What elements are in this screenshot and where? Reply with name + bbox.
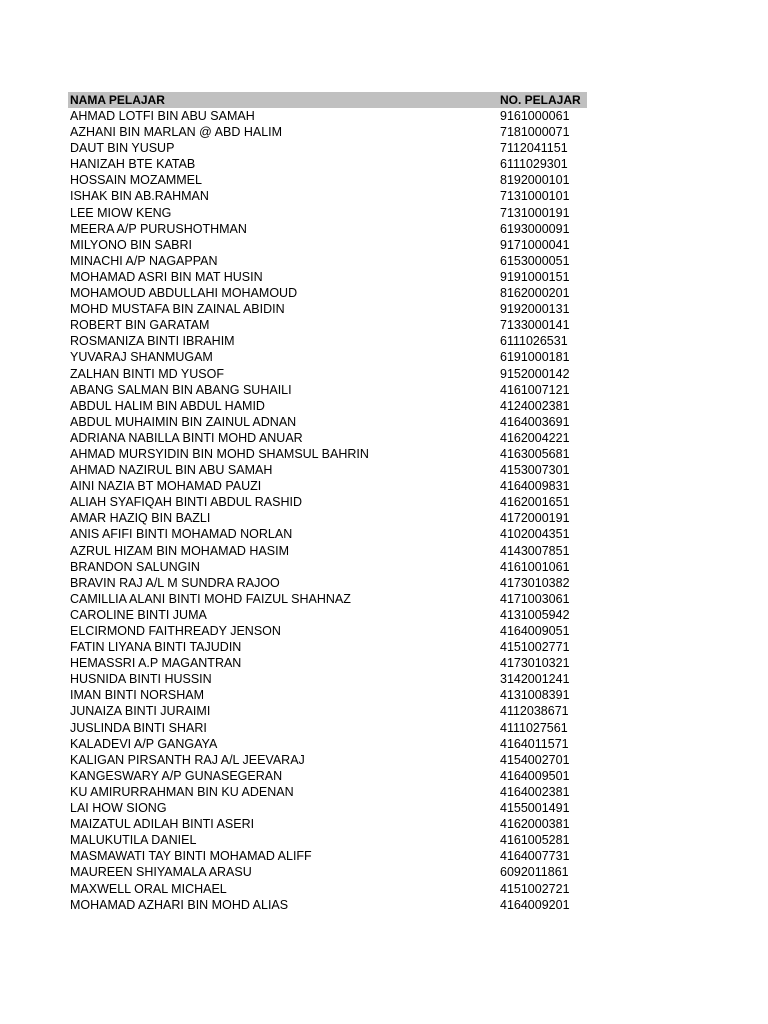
student-number-cell: 6111026531	[500, 334, 568, 349]
student-name-cell: ANIS AFIFI BINTI MOHAMAD NORLAN	[70, 527, 293, 542]
table-row	[68, 478, 587, 494]
table-row	[68, 205, 587, 221]
student-name-cell: AZHANI BIN MARLAN @ ABD HALIM	[70, 125, 283, 140]
table-row	[68, 108, 587, 124]
student-number-cell: 4131008391	[500, 688, 570, 703]
table-row	[68, 607, 587, 623]
student-name-cell: AHMAD LOTFI BIN ABU SAMAH	[70, 109, 255, 123]
student-number-cell: 4162000381	[500, 817, 570, 832]
student-name-cell: AHMAD MURSYIDIN BIN MOHD SHAMSUL BAHRIN	[70, 446, 369, 461]
student-number-cell: 7181000071	[500, 125, 570, 140]
table-row	[68, 237, 587, 253]
student-name-cell: ELCIRMOND FAITHREADY JENSON	[70, 624, 281, 638]
student-number-cell: 4162004221	[500, 430, 570, 445]
table-row	[68, 897, 587, 913]
student-number-cell: 8192000101	[500, 173, 570, 188]
student-number-cell: 4143007851	[500, 543, 570, 558]
table-row	[68, 559, 587, 575]
student-name-cell: KALADEVI A/P GANGAYA	[70, 736, 218, 751]
table-row	[68, 655, 587, 671]
student-name-cell: ADRIANA NABILLA BINTI MOHD ANUAR	[70, 430, 303, 445]
student-number-cell: 4151002771	[500, 640, 570, 655]
student-number-cell: 4112038671	[500, 704, 569, 719]
table-row	[68, 398, 587, 414]
student-number-cell: 4164007731	[500, 849, 570, 864]
student-name-cell: MAIZATUL ADILAH BINTI ASERI	[70, 817, 255, 832]
student-number-cell: 4102004351	[500, 527, 570, 542]
student-name-cell: FATIN LIYANA BINTI TAJUDIN	[70, 640, 242, 655]
student-number-cell: 4155001491	[500, 801, 570, 816]
student-name-cell: CAMILLIA ALANI BINTI MOHD FAIZUL SHAHNAZ	[70, 591, 351, 606]
table-row	[68, 221, 587, 237]
student-name-cell: BRAVIN RAJ A/L M SUNDRA RAJOO	[70, 575, 280, 590]
table-row	[68, 720, 587, 736]
table-row	[68, 333, 587, 349]
student-number-cell: 6092011861	[500, 865, 569, 880]
student-name-cell: ABANG SALMAN BIN ABANG SUHAILI	[70, 382, 292, 397]
table-row	[68, 382, 587, 398]
student-name-cell: MINACHI A/P NAGAPPAN	[70, 253, 218, 268]
student-number-cell: 4153007301	[500, 463, 570, 478]
student-number-cell: 4173010382	[500, 575, 570, 590]
student-number-cell: 7112041151	[500, 141, 568, 156]
table-row	[68, 639, 587, 655]
student-name-cell: IMAN BINTI NORSHAM	[70, 688, 205, 703]
student-number-cell: 9171000041	[500, 237, 570, 252]
student-number-cell: 4162001651	[500, 495, 570, 510]
student-number-cell: 9152000142	[500, 366, 570, 381]
table-row	[68, 462, 587, 478]
table-row	[68, 349, 587, 365]
table-row	[68, 848, 587, 864]
table-row	[68, 768, 587, 784]
student-number-cell: 4151002721	[500, 881, 570, 896]
student-number-cell: 6191000181	[500, 350, 570, 365]
table-row	[68, 816, 587, 832]
student-name-cell: HEMASSRI A.P MAGANTRAN	[70, 656, 242, 671]
student-number-cell: 4164009051	[500, 624, 570, 638]
table-row	[68, 140, 587, 156]
student-number-cell: 3142001241	[500, 672, 570, 687]
table-row	[68, 446, 587, 462]
table-row	[68, 269, 587, 285]
student-number-cell: 9192000131	[500, 302, 570, 317]
table-row	[68, 301, 587, 317]
table-row	[68, 671, 587, 687]
student-name-cell: JUNAIZA BINTI JURAIMI	[70, 704, 211, 719]
student-number-cell: 4164003691	[500, 414, 570, 429]
student-number-cell: 4161001061	[500, 559, 570, 574]
student-name-cell: KANGESWARY A/P GUNASEGERAN	[70, 768, 283, 783]
table-header-row	[68, 92, 587, 108]
student-name-cell: YUVARAJ SHANMUGAM	[70, 350, 213, 365]
student-table	[68, 92, 587, 913]
table-row	[68, 526, 587, 542]
student-name-cell: LEE MIOW KENG	[70, 205, 172, 220]
student-number-cell: 4131005942	[500, 607, 570, 622]
table-row	[68, 575, 587, 591]
student-name-cell: CAROLINE BINTI JUMA	[70, 607, 207, 622]
student-name-cell: MAUREEN SHIYAMALA ARASU	[70, 865, 252, 880]
student-name-cell: MAXWELL ORAL MICHAEL	[70, 881, 227, 896]
student-number-cell: 7131000191	[500, 205, 570, 220]
student-name-cell: ABDUL HALIM BIN ABDUL HAMID	[70, 398, 265, 413]
student-name-cell: ROBERT BIN GARATAM	[70, 318, 210, 333]
student-name-cell: MEERA A/P PURUSHOTHMAN	[70, 221, 247, 236]
table-row	[68, 800, 587, 816]
student-number-cell: 9191000151	[500, 269, 570, 284]
table-row	[68, 414, 587, 430]
student-number-cell: 4164002381	[500, 784, 570, 799]
student-number-cell: 4161007121	[500, 382, 570, 397]
table-row	[68, 864, 587, 880]
table-row	[68, 703, 587, 719]
student-name-cell: DAUT BIN YUSUP	[70, 141, 175, 156]
table-row	[68, 172, 587, 188]
table-body	[68, 108, 587, 913]
table-row	[68, 752, 587, 768]
student-number-cell: 4171003061	[500, 591, 570, 606]
student-number-cell: 4173010321	[500, 656, 570, 671]
student-name-cell: MALUKUTILA DANIEL	[70, 833, 197, 848]
student-name-cell: MOHAMAD AZHARI BIN MOHD ALIAS	[70, 897, 289, 912]
student-number-cell: 4164009201	[500, 897, 570, 912]
student-name-cell: MOHAMAD ASRI BIN MAT HUSIN	[70, 269, 263, 284]
table-row	[68, 623, 587, 639]
student-name-cell: MOHAMOUD ABDULLAHI MOHAMOUD	[70, 286, 298, 301]
table-row	[68, 430, 587, 446]
student-name-cell: KALIGAN PIRSANTH RAJ A/L JEEVARAJ	[70, 752, 305, 767]
student-name-cell: ALIAH SYAFIQAH BINTI ABDUL RASHID	[70, 495, 303, 510]
table-row	[68, 687, 587, 703]
student-name-cell: ZALHAN BINTI MD YUSOF	[70, 366, 224, 381]
table-row	[68, 832, 587, 848]
student-number-cell: 4164009501	[500, 768, 570, 783]
student-name-cell: HUSNIDA BINTI HUSSIN	[70, 672, 212, 687]
student-name-cell: ROSMANIZA BINTI IBRAHIM	[70, 334, 235, 349]
table-row	[68, 591, 587, 607]
student-number-cell: 4163005681	[500, 446, 570, 461]
table-row	[68, 188, 587, 204]
student-number-cell: 4164009831	[500, 479, 570, 494]
student-number-cell: 6111029301	[500, 157, 568, 172]
table-row	[68, 784, 587, 800]
student-name-cell: LAI HOW SIONG	[70, 801, 167, 816]
student-name-cell: ISHAK BIN AB.RAHMAN	[70, 189, 209, 204]
table-row	[68, 124, 587, 140]
table-row	[68, 366, 587, 382]
table-row	[68, 494, 587, 510]
table-row	[68, 736, 587, 752]
student-name-cell: MOHD MUSTAFA BIN ZAINAL ABIDIN	[70, 302, 285, 317]
student-number-cell: 4124002381	[500, 398, 570, 413]
student-name-cell: JUSLINDA BINTI SHARI	[70, 720, 207, 735]
student-name-cell: HOSSAIN MOZAMMEL	[70, 173, 202, 188]
student-number-cell: 6153000051	[500, 253, 570, 268]
student-number-cell: 4111027561	[500, 720, 568, 735]
student-name-cell: AINI NAZIA BT MOHAMAD PAUZI	[70, 479, 262, 494]
student-name-cell: AMAR HAZIQ BIN BAZLI	[70, 511, 211, 526]
header-student-number: NO. PELAJAR	[500, 93, 581, 107]
table-row	[68, 285, 587, 301]
student-number-cell: 9161000061	[500, 109, 570, 123]
student-number-cell: 7133000141	[500, 318, 570, 333]
student-number-cell: 8162000201	[500, 286, 570, 301]
student-number-cell: 4154002701	[500, 752, 570, 767]
table-row	[68, 156, 587, 172]
student-name-cell: KU AMIRURRAHMAN BIN KU ADENAN	[70, 784, 294, 799]
student-name-cell: HANIZAH BTE KATAB	[70, 157, 196, 172]
student-name-cell: BRANDON SALUNGIN	[70, 559, 200, 574]
table-row	[68, 881, 587, 897]
table-row	[68, 510, 587, 526]
student-name-cell: AHMAD NAZIRUL BIN ABU SAMAH	[70, 463, 273, 478]
student-number-cell: 4172000191	[500, 511, 570, 526]
student-number-cell: 6193000091	[500, 221, 570, 236]
student-name-cell: MILYONO BIN SABRI	[70, 237, 193, 252]
table-row	[68, 317, 587, 333]
student-name-cell: AZRUL HIZAM BIN MOHAMAD HASIM	[70, 543, 289, 558]
table-row	[68, 543, 587, 559]
student-name-cell: MASMAWATI TAY BINTI MOHAMAD ALIFF	[70, 849, 312, 864]
student-name-cell: ABDUL MUHAIMIN BIN ZAINUL ADNAN	[70, 414, 297, 429]
table-row	[68, 253, 587, 269]
header-student-name: NAMA PELAJAR	[70, 93, 165, 107]
student-number-cell: 7131000101	[500, 189, 570, 204]
student-number-cell: 4161005281	[500, 833, 570, 848]
student-number-cell: 4164011571	[500, 736, 569, 751]
